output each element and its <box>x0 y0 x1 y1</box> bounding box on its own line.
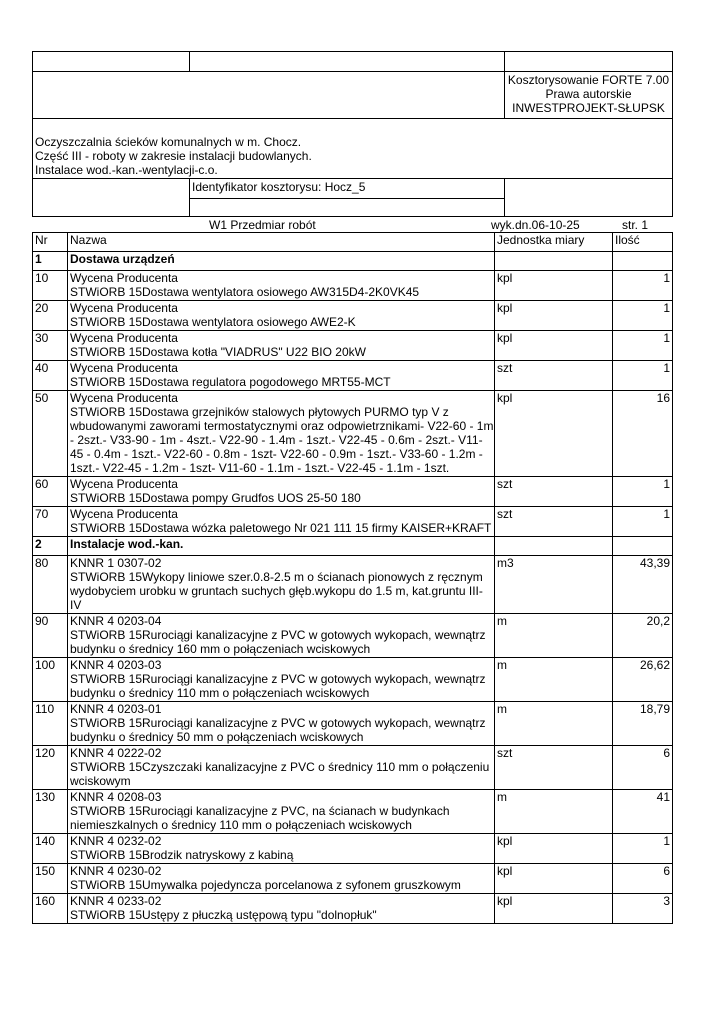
item-description: STWiORB 15Rurociągi kanalizacyjne z PVC w gotowych wykopach, wewnątrz budynku o średnicy 160 mm o połączeniach wciskowych <box>70 628 486 656</box>
item-number: 140 <box>32 833 67 863</box>
column-header: Jednostka miary <box>494 232 612 248</box>
item-quantity: 1 <box>612 833 673 863</box>
item-code: Wycena Producenta <box>70 361 178 375</box>
table-row <box>32 300 673 330</box>
item-number: 110 <box>32 701 67 745</box>
item-number: 30 <box>32 330 67 360</box>
item-name <box>67 745 494 789</box>
project-line: Instalace wod.-kan.-wentylacji-c.o. <box>35 163 218 177</box>
table-row <box>32 555 673 613</box>
item-unit: kpl <box>494 270 612 300</box>
item-code: Wycena Producenta <box>70 331 178 345</box>
table-row <box>32 476 673 506</box>
item-quantity: 26,62 <box>612 657 673 701</box>
column-header: Nr <box>32 232 67 248</box>
item-quantity: 43,39 <box>612 555 673 613</box>
item-name <box>67 613 494 657</box>
item-description: STWiORB 15Dostawa grzejników stalowych płytowych PURMO typ V z wbudowanymi zaworami termostatycznymi oraz odpowietrznikami- V22-60 - 1m - 2szt.- V33-90 - 1m - 4szt.- V22-90 - 1.4m - 1szt.- V22-45 - 0.6m - 2szt.- V11-45 - 0.4m - 1szt.- V22-60 - 0.8m - 1szt- V22-60 - 0.9m - 1szt.- V33-60 - 1.2m - 1szt.- V22-45 - 1.2m - 1szt- V11-60 - 1.1m - 1szt.- V22-45 - 1.1m - 1szt. <box>70 405 494 475</box>
item-number: 40 <box>32 360 67 390</box>
item-code: Wycena Producenta <box>70 271 178 285</box>
item-quantity: 1 <box>612 360 673 390</box>
item-name <box>67 893 494 924</box>
item-code: KNNR 4 0233-02 <box>70 894 162 908</box>
item-unit: kpl <box>494 833 612 863</box>
item-quantity: 3 <box>612 893 673 924</box>
item-unit: szt <box>494 360 612 390</box>
item-number: 80 <box>32 555 67 613</box>
table-row <box>32 745 673 789</box>
item-code: KNNR 4 0203-04 <box>70 614 162 628</box>
item-unit: kpl <box>494 893 612 924</box>
software-line: INWESTPROJEKT-SŁUPSK <box>512 101 665 115</box>
table-row <box>32 613 673 657</box>
item-name <box>67 270 494 300</box>
software-line: Kosztorysowanie FORTE 7.00 <box>507 73 670 87</box>
table-row <box>32 390 673 476</box>
identifier-right-cell <box>504 178 673 217</box>
item-number: 50 <box>32 390 67 476</box>
item-quantity: 6 <box>612 745 673 789</box>
item-unit: szt <box>494 476 612 506</box>
item-unit: m <box>494 789 612 833</box>
item-quantity: 18,79 <box>612 701 673 745</box>
item-name <box>67 300 494 330</box>
item-number: 70 <box>32 506 67 536</box>
item-description: STWiORB 15Czyszczaki kanalizacyjne z PVC o średnicy 110 mm o połączeniu wciskowym <box>70 760 490 788</box>
project-line: Oczyszczalnia ścieków komunalnych w m. Chocz. <box>35 135 302 149</box>
item-description: STWiORB 15Dostawa wózka paletowego Nr 021 111 15 firmy KAISER+KRAFT <box>70 521 492 535</box>
item-description: STWiORB 15Ustępy z płuczką ustępową typu "dolnopłuk" <box>70 908 377 922</box>
item-name <box>67 701 494 745</box>
section-number: 2 <box>32 536 67 552</box>
table-header-row <box>32 232 673 248</box>
item-description: STWiORB 15Dostawa wentylatora osiowego AWE2-K <box>70 315 356 329</box>
identifier-left-cell <box>32 178 190 217</box>
column-header: Nazwa <box>67 232 494 248</box>
table-row <box>32 789 673 833</box>
item-number: 100 <box>32 657 67 701</box>
item-unit: m <box>494 701 612 745</box>
item-code: KNNR 4 0203-03 <box>70 658 162 672</box>
item-description: STWiORB 15Dostawa pompy Grudfos UOS 25-50 180 <box>70 491 361 505</box>
item-number: 150 <box>32 863 67 893</box>
item-quantity: 41 <box>612 789 673 833</box>
item-number: 90 <box>32 613 67 657</box>
item-unit: kpl <box>494 330 612 360</box>
bill-of-quantities-table <box>32 232 673 924</box>
section-name: Dostawa urządzeń <box>67 251 494 267</box>
empty-cell <box>612 251 673 267</box>
item-number: 20 <box>32 300 67 330</box>
item-unit: kpl <box>494 863 612 893</box>
empty-cell <box>494 251 612 267</box>
item-description: STWiORB 15Umywalka pojedyncza porcelanowa z syfonem gruszkowym <box>70 878 461 892</box>
item-code: Wycena Producenta <box>70 507 178 521</box>
item-number: 130 <box>32 789 67 833</box>
document-title: W1 Przedmiar robót <box>209 218 316 232</box>
item-number: 10 <box>32 270 67 300</box>
item-unit: m3 <box>494 555 612 613</box>
item-code: KNNR 4 0230-02 <box>70 864 162 878</box>
item-name <box>67 789 494 833</box>
item-description: STWiORB 15Rurociągi kanalizacyjne z PVC w gotowych wykopach, wewnątrz budynku o średnicy 50 mm o połączeniach wciskowych <box>70 716 486 744</box>
header-cell-2 <box>189 51 505 72</box>
table-row <box>32 330 673 360</box>
table-row <box>32 657 673 701</box>
item-number: 60 <box>32 476 67 506</box>
item-unit: m <box>494 657 612 701</box>
item-code: KNNR 4 0232-02 <box>70 834 162 848</box>
item-code: KNNR 4 0222-02 <box>70 746 162 760</box>
item-quantity: 1 <box>612 330 673 360</box>
item-quantity: 1 <box>612 270 673 300</box>
section-row <box>32 251 673 267</box>
item-quantity: 16 <box>612 390 673 476</box>
item-quantity: 1 <box>612 476 673 506</box>
item-code: KNNR 4 0203-01 <box>70 702 162 716</box>
identifier-sub-cell <box>189 198 505 217</box>
item-unit: szt <box>494 506 612 536</box>
item-description: STWiORB 15Rurociągi kanalizacyjne z PVC, na ścianach w budynkach niemieszkalnych o średnicy 110 mm o połączeniach wciskowych <box>70 804 450 832</box>
table-row <box>32 833 673 863</box>
item-name <box>67 476 494 506</box>
item-name <box>67 657 494 701</box>
project-description <box>32 118 673 179</box>
section-row <box>32 536 673 552</box>
item-name <box>67 390 494 476</box>
item-name <box>67 506 494 536</box>
document-date: wyk.dn.06-10-25 <box>491 218 580 232</box>
item-unit: kpl <box>494 390 612 476</box>
item-description: STWiORB 15Rurociągi kanalizacyjne z PVC w gotowych wykopach, wewnątrz budynku o średnicy 110 mm o połączeniach wciskowych <box>70 672 486 700</box>
item-name <box>67 863 494 893</box>
item-quantity: 1 <box>612 506 673 536</box>
item-quantity: 1 <box>612 300 673 330</box>
section-name: Instalacje wod.-kan. <box>67 536 494 552</box>
item-code: KNNR 4 0208-03 <box>70 790 162 804</box>
section-number: 1 <box>32 251 67 267</box>
table-row <box>32 506 673 536</box>
item-unit: szt <box>494 745 612 789</box>
identifier-cell <box>189 178 505 199</box>
header-empty-cell <box>32 71 505 119</box>
table-body <box>32 232 673 924</box>
empty-cell <box>494 536 612 552</box>
item-code: Wycena Producenta <box>70 391 178 405</box>
item-name <box>67 555 494 613</box>
item-name <box>67 833 494 863</box>
table-row <box>32 863 673 893</box>
item-description: STWiORB 15Dostawa wentylatora osiowego AW315D4-2K0VK45 <box>70 285 420 299</box>
table-row <box>32 701 673 745</box>
item-number: 160 <box>32 893 67 924</box>
item-unit: kpl <box>494 300 612 330</box>
software-line: Prawa autorskie <box>545 87 632 101</box>
item-description: STWiORB 15Dostawa regulatora pogodowego MRT55-MCT <box>70 375 391 389</box>
item-description: STWiORB 15Brodzik natryskowy z kabiną <box>70 848 294 862</box>
item-quantity: 20,2 <box>612 613 673 657</box>
item-unit: m <box>494 613 612 657</box>
item-name <box>67 330 494 360</box>
software-info <box>504 71 673 119</box>
table-row <box>32 270 673 300</box>
column-header: Ilość <box>612 232 673 248</box>
item-quantity: 6 <box>612 863 673 893</box>
header-cell-3 <box>504 51 673 72</box>
empty-cell <box>612 536 673 552</box>
item-name <box>67 360 494 390</box>
header-cell-1 <box>32 51 190 72</box>
item-description: STWiORB 15Dostawa kotła "VIADRUS" U22 BIO 20kW <box>70 345 366 359</box>
item-description: STWiORB 15Wykopy liniowe szer.0.8-2.5 m o ścianach pionowych z ręcznym wydobyciem urobku w gruntach suchych głęb.wykopu do 1.5 m, kat.gruntu III-IV <box>70 570 483 612</box>
table-row <box>32 360 673 390</box>
item-code: Wycena Producenta <box>70 301 178 315</box>
item-code: Wycena Producenta <box>70 477 178 491</box>
cost-estimate-identifier: Identyfikator kosztorysu: Hocz_5 <box>192 180 366 194</box>
page-number: str. 1 <box>622 218 649 232</box>
table-row <box>32 893 673 924</box>
project-line: Część III - roboty w zakresie instalacji budowlanych. <box>35 149 312 163</box>
item-number: 120 <box>32 745 67 789</box>
item-code: KNNR 1 0307-02 <box>70 556 162 570</box>
